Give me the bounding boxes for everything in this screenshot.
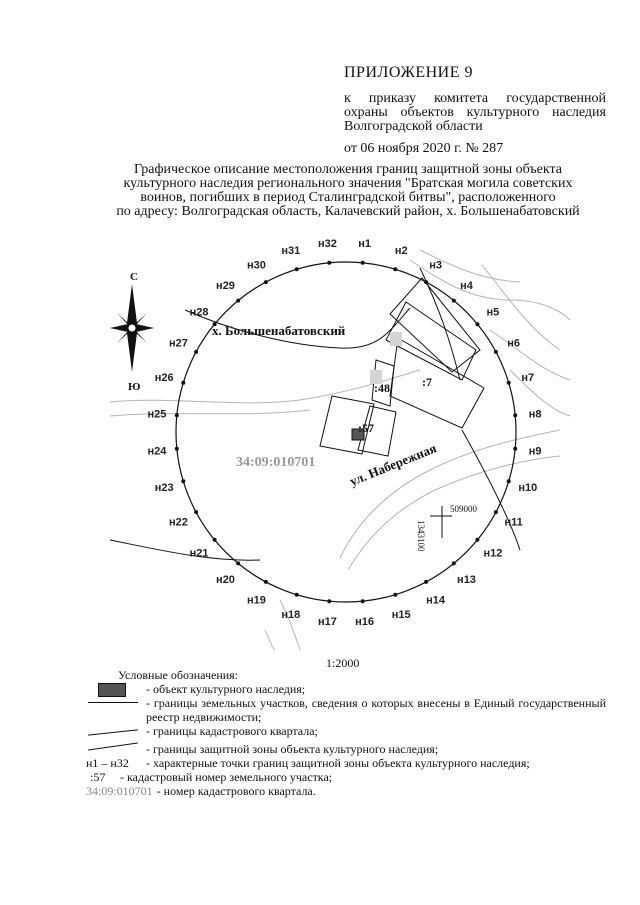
legend-row-parcels bbox=[86, 696, 606, 724]
settlement-label: х. Большенабатовский bbox=[212, 323, 346, 338]
map-scale: 1:2000 bbox=[326, 656, 360, 670]
quarter-line-swatch bbox=[88, 729, 138, 735]
zone-point-label-30: н30 bbox=[246, 259, 266, 272]
zone-point-4 bbox=[452, 299, 456, 303]
zone-point-25 bbox=[175, 413, 179, 417]
appendix-title: ПРИЛОЖЕНИЕ 9 bbox=[344, 64, 474, 81]
zone-point-label-4: н4 bbox=[460, 280, 473, 293]
zone-point-27 bbox=[194, 350, 198, 354]
parcel-line-swatch bbox=[88, 702, 138, 703]
legend-row-quarter bbox=[86, 724, 606, 738]
zone-point-10 bbox=[507, 479, 511, 483]
zone-point-label-32: н32 bbox=[317, 237, 337, 250]
zone-point-label-19: н19 bbox=[246, 594, 266, 607]
compass-south-label: Ю bbox=[128, 381, 141, 393]
coord-x-label: 509000 bbox=[450, 504, 477, 514]
zone-point-label-9: н9 bbox=[528, 445, 542, 458]
zone-point-label-5: н5 bbox=[486, 306, 500, 319]
description-line-1: Графическое описание местоположения границ защитной зоны объекта bbox=[134, 162, 562, 177]
legend-quarter-number-text: - номер кадастрового квартала. bbox=[156, 784, 316, 798]
zone-point-7 bbox=[507, 381, 511, 385]
parcel-label-7: :7 bbox=[422, 375, 432, 389]
zone-point-label-3: н3 bbox=[429, 259, 442, 272]
coord-y-label: 1343100 bbox=[416, 520, 426, 552]
legend-parcels-text: - границы земельных участков, сведения о которых внесены в Единый государственный реестр недвижимости; bbox=[146, 696, 606, 724]
legend-row-zone bbox=[86, 742, 606, 756]
zone-point-label-12: н12 bbox=[483, 547, 503, 560]
zone-point-11 bbox=[494, 510, 498, 514]
zone-point-13 bbox=[452, 561, 456, 565]
legend-quarter-code: 34:09:010701 bbox=[86, 784, 153, 798]
zone-point-label-27: н27 bbox=[168, 337, 188, 350]
zone-point-24 bbox=[175, 447, 179, 451]
legend-row-points bbox=[86, 756, 606, 770]
zone-point-19 bbox=[264, 580, 268, 584]
compass-north-label: С bbox=[130, 271, 138, 283]
order-reference: к приказу комитета государственной охраны объектов культурного наследия Волгоградской области bbox=[344, 91, 606, 134]
protective-zone-boundary bbox=[176, 262, 516, 602]
zone-point-label-15: н15 bbox=[391, 608, 411, 621]
description-line-4: по адресу: Волгоградская область, Калачевский район, х. Большенабатовский bbox=[116, 204, 580, 219]
building-shade bbox=[390, 332, 402, 346]
zone-point-26 bbox=[181, 381, 185, 385]
zone-point-label-20: н20 bbox=[216, 573, 235, 586]
zone-point-label-24: н24 bbox=[147, 445, 167, 458]
zone-point-label-26: н26 bbox=[154, 371, 174, 384]
zone-point-18 bbox=[295, 593, 299, 597]
zone-point-22 bbox=[194, 510, 198, 514]
zone-point-5 bbox=[475, 322, 479, 326]
description-line-2: культурного наследия регионального значения "Братская могила советских bbox=[123, 176, 573, 191]
order-date: от 06 ноября 2020 г. № 287 bbox=[344, 141, 504, 156]
zone-point-15 bbox=[393, 593, 397, 597]
zone-point-23 bbox=[181, 479, 185, 483]
legend bbox=[86, 668, 606, 798]
legend-parcel-code: :57 bbox=[90, 770, 106, 784]
compass-rose-icon bbox=[110, 271, 154, 393]
zone-point-label-11: н11 bbox=[504, 516, 523, 529]
zone-point-label-13: н13 bbox=[457, 573, 476, 586]
legend-object-text: - объект культурного наследия; bbox=[146, 682, 306, 696]
zone-point-14 bbox=[424, 580, 428, 584]
parcel-label-57: :57 bbox=[358, 421, 374, 435]
zone-point-32 bbox=[327, 261, 331, 265]
zone-point-6 bbox=[494, 350, 498, 354]
zone-point-17 bbox=[327, 599, 331, 603]
zone-point-label-2: н2 bbox=[394, 245, 408, 258]
cadastral-map bbox=[90, 220, 590, 650]
zone-point-label-8: н8 bbox=[528, 408, 542, 421]
legend-title: Условные обозначения: bbox=[118, 668, 239, 682]
legend-row-object bbox=[86, 682, 606, 696]
legend-quarter-text: - границы кадастрового квартала; bbox=[146, 724, 318, 738]
zone-point-label-10: н10 bbox=[518, 482, 538, 495]
zone-point-9 bbox=[513, 447, 517, 451]
zone-point-label-6: н6 bbox=[507, 337, 520, 350]
zone-point-label-18: н18 bbox=[281, 608, 301, 621]
zone-point-30 bbox=[264, 280, 268, 284]
zone-point-8 bbox=[513, 413, 517, 417]
zone-point-29 bbox=[236, 299, 240, 303]
legend-row-quarter-number bbox=[86, 784, 606, 798]
zone-point-1 bbox=[361, 261, 365, 265]
legend-parcel-number-text: - кадастровый номер земельного участка; bbox=[120, 770, 333, 784]
zone-point-3 bbox=[424, 280, 428, 284]
coordinate-mark bbox=[416, 504, 478, 552]
zone-point-label-28: н28 bbox=[189, 306, 209, 319]
zone-point-16 bbox=[361, 599, 365, 603]
zone-point-label-7: н7 bbox=[521, 371, 535, 384]
legend-row-parcel-number bbox=[86, 770, 606, 784]
zone-point-label-22: н22 bbox=[168, 516, 188, 529]
zone-point-label-17: н17 bbox=[317, 616, 337, 629]
zone-point-label-29: н29 bbox=[216, 280, 235, 293]
parcel-label-48: :48 bbox=[374, 381, 390, 395]
zone-line-swatch bbox=[88, 743, 138, 751]
zone-point-label-31: н31 bbox=[281, 245, 301, 258]
zone-point-label-21: н21 bbox=[189, 547, 209, 560]
zone-point-31 bbox=[295, 267, 299, 271]
zone-point-20 bbox=[236, 561, 240, 565]
quarter-number-label: 34:09:010701 bbox=[236, 455, 316, 470]
heritage-object-swatch bbox=[98, 683, 126, 697]
description-line-3: воинов, погибших в период Сталинградской битвы", расположенного bbox=[140, 190, 556, 205]
zone-point-label-14: н14 bbox=[426, 594, 446, 607]
street-label: ул. Набережная bbox=[347, 440, 439, 489]
zone-point-label-1: н1 bbox=[358, 237, 371, 250]
legend-points-text: - характерные точки границ защитной зоны объекта культурного наследия; bbox=[146, 756, 530, 770]
zone-point-label-25: н25 bbox=[147, 408, 167, 421]
zone-point-label-23: н23 bbox=[154, 482, 174, 495]
zone-point-21 bbox=[213, 538, 217, 542]
zone-point-12 bbox=[475, 538, 479, 542]
legend-points-code: н1 – н32 bbox=[86, 756, 129, 770]
zone-point-2 bbox=[393, 267, 397, 271]
legend-zone-text: - границы защитной зоны объекта культурного наследия; bbox=[146, 742, 439, 756]
zone-point-label-16: н16 bbox=[355, 616, 375, 629]
map-description bbox=[78, 163, 618, 219]
